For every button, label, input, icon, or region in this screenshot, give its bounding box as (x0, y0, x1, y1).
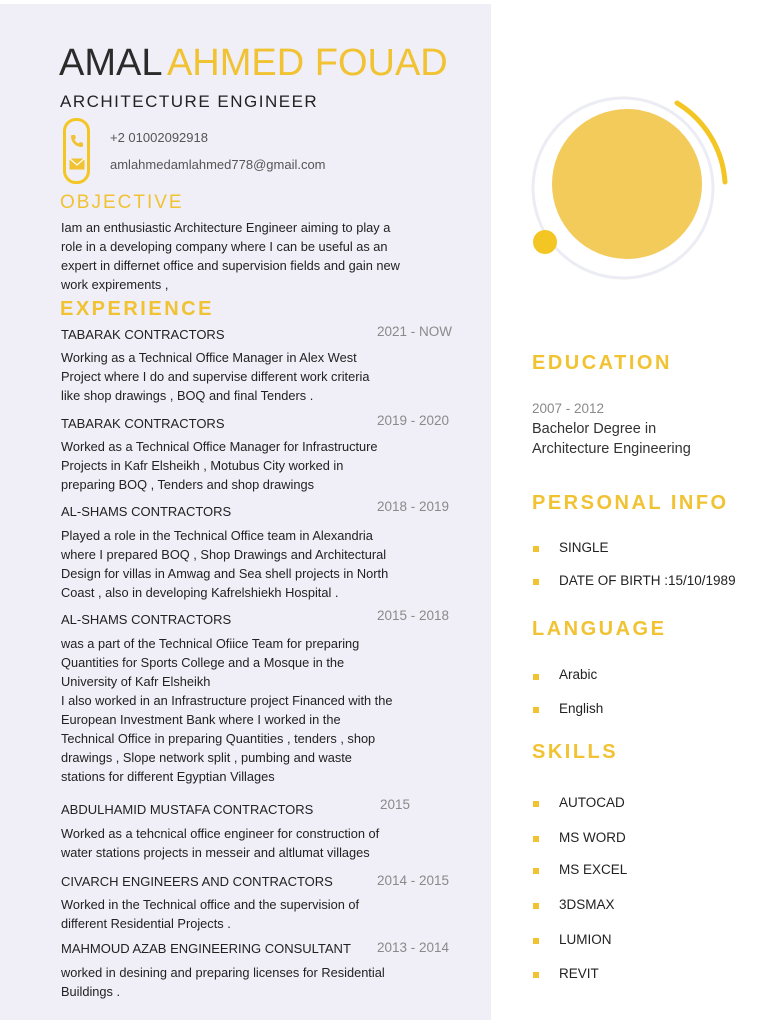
job-line: was a part of the Technical Ofiice Team for preparing (61, 636, 360, 651)
job-company: MAHMOUD AZAB ENGINEERING CONSULTANT (61, 941, 351, 956)
language-item: English (559, 701, 604, 716)
job-line: Project where I do and supervise different work criteria (61, 369, 370, 384)
education-line: Architecture Engineering (532, 441, 691, 457)
experience-heading: EXPERIENCE (60, 298, 214, 320)
job-line: Worked as a tehcnical office engineer for construction of (61, 826, 380, 841)
email-address: amlahmedamlahmed778@gmail.com (110, 157, 326, 172)
objective-line: role in a developing company where I can be useful as an (61, 239, 388, 254)
full-name (59, 42, 448, 85)
phone-number: +2 01002092918 (110, 130, 208, 145)
job-line: preparing BOQ , Tenders and shop drawings (61, 477, 315, 492)
personal-info-item: DATE OF BIRTH :15/10/1989 (559, 573, 736, 588)
job-line: Worked in the Technical office and the supervision of (61, 897, 360, 912)
job-description (61, 348, 461, 405)
job-line: Quantities for Sports College and a Mosque in the (61, 655, 345, 670)
job-description (61, 526, 461, 602)
job-title: ARCHITECTURE ENGINEER (60, 92, 319, 111)
job-dates: 2013 - 2014 (377, 940, 450, 955)
bullet-icon (533, 938, 539, 944)
language-heading: LANGUAGE (532, 618, 667, 640)
job-dates: 2015 - 2018 (377, 608, 450, 623)
skill-item: AUTOCAD (559, 795, 625, 810)
job-company: AL-SHAMS CONTRACTORS (61, 504, 232, 519)
bullet-icon (533, 707, 539, 713)
education-degree (532, 419, 691, 459)
personal-info-heading: PERSONAL INFO (532, 492, 729, 514)
profile-photo-circle (552, 109, 702, 259)
bullet-icon (533, 546, 539, 552)
job-dates: 2018 - 2019 (377, 499, 450, 514)
job-line: where I prepared BOQ , Shop Drawings and Architectural (61, 547, 387, 562)
job-line: Worked as a Technical Office Manager for Infrastructure (61, 439, 378, 454)
bullet-icon (533, 801, 539, 807)
bullet-icon (533, 579, 539, 585)
job-description (61, 437, 461, 494)
profile-dot (533, 230, 557, 254)
skill-item: LUMION (559, 932, 612, 947)
job-company: CIVARCH ENGINEERS AND CONTRACTORS (61, 874, 333, 889)
education-dates: 2007 - 2012 (532, 401, 605, 416)
job-company: TABARAK CONTRACTORS (61, 327, 225, 342)
job-company: TABARAK CONTRACTORS (61, 416, 225, 431)
language-item: Arabic (559, 667, 598, 682)
bullet-icon (533, 903, 539, 909)
skills-heading: SKILLS (532, 741, 619, 763)
job-line: Projects in Kafr Elsheikh , Motubus City worked in (61, 458, 344, 473)
job-description (61, 963, 461, 1001)
job-dates: 2015 (380, 797, 411, 812)
job-line: European Investment Bank where I worked in the (61, 712, 341, 727)
education-heading: EDUCATION (532, 352, 672, 374)
objective-line: expert in differnet office and supervision fields and gain new (61, 258, 400, 273)
job-line: Buildings . (61, 984, 121, 999)
phone-icon (69, 133, 85, 149)
job-line: Design for villas in Amwag and Sea shell projects in North (61, 566, 389, 581)
job-dates: 2021 - NOW (377, 324, 453, 339)
job-line: water stations projects in messeir and altlumat villages (61, 845, 370, 860)
job-description (61, 634, 461, 786)
skill-item: REVIT (559, 966, 599, 981)
objective-line: work expirements , (61, 277, 169, 292)
job-line: like shop drawings , BOQ and final Tenders . (61, 388, 314, 403)
job-line: drawings , Slope network split , pumbing and waste (61, 750, 352, 765)
skill-item: MS WORD (559, 830, 626, 845)
job-line: different Residential Projects . (61, 916, 231, 931)
job-line: Working as a Technical Office Manager in Alex West (61, 350, 357, 365)
personal-info-item: SINGLE (559, 540, 609, 555)
mail-icon (69, 157, 85, 169)
job-company: ABDULHAMID MUSTAFA CONTRACTORS (61, 802, 314, 817)
name-first: AMAL (59, 42, 163, 84)
job-line: University of Kafr Elsheikh (61, 674, 211, 689)
contact-icon-frame (63, 118, 90, 184)
bullet-icon (533, 836, 539, 842)
job-description (61, 824, 461, 862)
profile-graphic (516, 94, 736, 284)
job-line: worked in desining and preparing licenses for Residential (61, 965, 385, 980)
job-line: I also worked in an Infrastructure project Financed with the (61, 693, 393, 708)
job-dates: 2014 - 2015 (377, 873, 450, 888)
job-line: stations for different Egyptian Villages (61, 769, 275, 784)
objective-line: Iam an enthusiastic Architecture Engineer aiming to play a (61, 220, 391, 235)
bullet-icon (533, 674, 539, 680)
skill-item: 3DSMAX (559, 897, 615, 912)
bullet-icon (533, 868, 539, 874)
job-company: AL-SHAMS CONTRACTORS (61, 612, 232, 627)
objective-text (61, 218, 461, 294)
job-line: Played a role in the Technical Office team in Alexandria (61, 528, 373, 543)
objective-heading: OBJECTIVE (60, 192, 184, 213)
bullet-icon (533, 972, 539, 978)
job-line: Technical Office in preparing Quantities , tenders , shop (61, 731, 376, 746)
job-line: Coast , also in developing Kafrelshiekh Hospital . (61, 585, 339, 600)
name-last: AHMED FOUAD (166, 42, 448, 84)
job-description (61, 895, 461, 933)
skill-item: MS EXCEL (559, 862, 628, 877)
education-line: Bachelor Degree in (532, 421, 657, 437)
job-dates: 2019 - 2020 (377, 413, 450, 428)
